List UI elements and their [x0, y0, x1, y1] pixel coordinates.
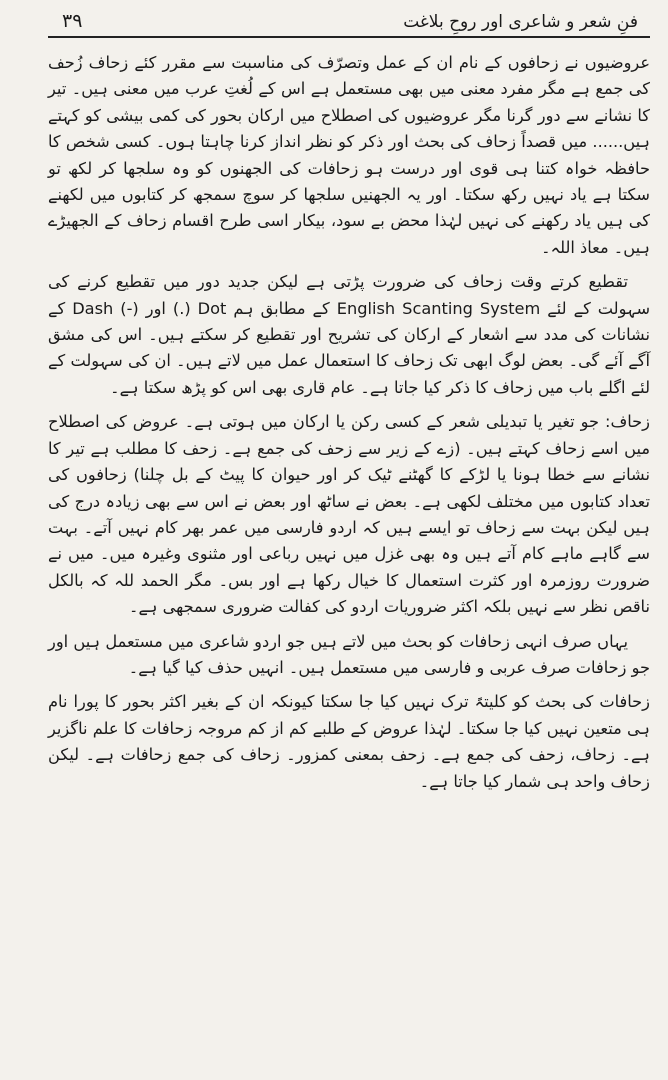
page-number: ۳۹ [62, 10, 83, 32]
paragraph-5: زحافات کی بحث کو کلیتہً ترک نہیں کیا جا سکتا کیونکہ ان کے بغیر اکثر بحور کا پورا نام ہی متعین نہیں کیا جا سکتا۔ لہٰذا عروض کے طلبے کم از کم مروجہ زحافات کا علم ناگزیر ہے۔ زحاف، زحف کی جمع ہے۔ زحف بمعنی کمزور۔ زحاف کی جمع زحافات ہے۔ لیکن زحاف واحد ہی شمار کیا جاتا ہے۔ [48, 692, 650, 791]
running-title: فنِ شعر و شاعری اور روحِ بلاغت [403, 12, 638, 32]
paragraph-2: تقطیع کرتے وقت زحاف کی ضرورت پڑتی ہے لیکن جدید دور میں تقطیع کرنے کی سہولت کے لئے English Scanting System کے مطابق ہم Dot (.) اور (-) Dash کے نشانات کی مدد سے اشعار کے ارکان کی تشریح اور تقطیع کر سکتے ہیں۔ اس کی مشق آگے آئے گی۔ بعض لوگ ابھی تک زحاف کا استعمال عمل میں لاتے ہیں۔ ان کی سہولت کے لئے اگلے باب میں زحاف کا ذکر کیا جاتا ہے۔ عام قاری بھی اس کو پڑھ سکتا ہے۔ [48, 272, 651, 397]
paragraph-3: زحاف: جو تغیر یا تبدیلی شعر کے کسی رکن یا ارکان میں ہوتی ہے۔ عروض کی اصطلاح میں اسے زحاف کہتے ہیں۔ (زے کے زیر سے زحف کی جمع ہے۔ زحف کا مطلب ہے تیر کا نشانے سے خطا ہونا یا لڑکے کا گھٹنے ٹیک کر اور حیوان کا پیٹ کے بل چلنا) زحافوں کی تعداد کتابوں میں مختلف لکھی ہے۔ بعض نے ساٹھ اور بعض نے اس سے بھی زیادہ درج کی ہیں لیکن بہت سے زحاف تو ایسے ہیں کہ اردو فارسی میں عمر بھر کام نہیں آتے۔ بہت سے گاہے ماہے کام آتے ہیں وہ بھی غزل میں نہیں رباعی اور مثنوی وغیرہ میں۔ میں نے ضرورت روزمرہ اور کثرت استعمال کا خیال رکھا ہے اور بس۔ مگر الحمد للہ کہ بالکل ناقص نظر سے نہیں بلکہ اکثر ضروریات اردو کی کفالت ضروری سمجھی ہے۔ [48, 412, 650, 617]
paragraph-1: عروضیوں نے زحافوں کے نام ان کے عمل وتصرّف کی مناسبت سے مقرر کئے زحاف زُحف کی جمع ہے مگر مفرد معنی میں بھی مستعمل ہے اس کے لُغتِ عرب میں معنی ہیں۔ تیر کا نشانے سے دور گرنا مگر عروضیوں کی اصطلاح میں ارکان بحور کی کمی بیشی کو کہتے ہیں...... میں قصداً زحاف کی بحث اور ذکر کو نظر انداز کرنا چاہتا ہوں۔ کسی شخص کا حافظہ خواہ کتنا ہی قوی اور درست ہو زحافات کی الجھنوں کو وہ سلجھا کر لکھ تو سکتا ہے یاد نہیں رکھ سکتا۔ اور یہ الجھنیں سلجھا کر سوچ سمجھ کر کتابوں میں لکھنے کی ہیں یاد رکھنے کی نہیں لہٰذا محض بے سود، بیکار اسی طرح اقسام زحاف کے الجھیڑے ہیں۔ معاذ اللہ۔ [48, 53, 650, 257]
paragraph-4: یہاں صرف انہی زحافات کو بحث میں لاتے ہیں جو اردو شاعری میں مستعمل ہیں اور جو زحافات صرف عربی و فارسی میں مستعمل ہیں۔ انہیں حذف کیا گیا ہے۔ [48, 631, 650, 677]
header-rule [48, 36, 650, 38]
page-body [48, 50, 650, 795]
page-header [48, 0, 650, 34]
